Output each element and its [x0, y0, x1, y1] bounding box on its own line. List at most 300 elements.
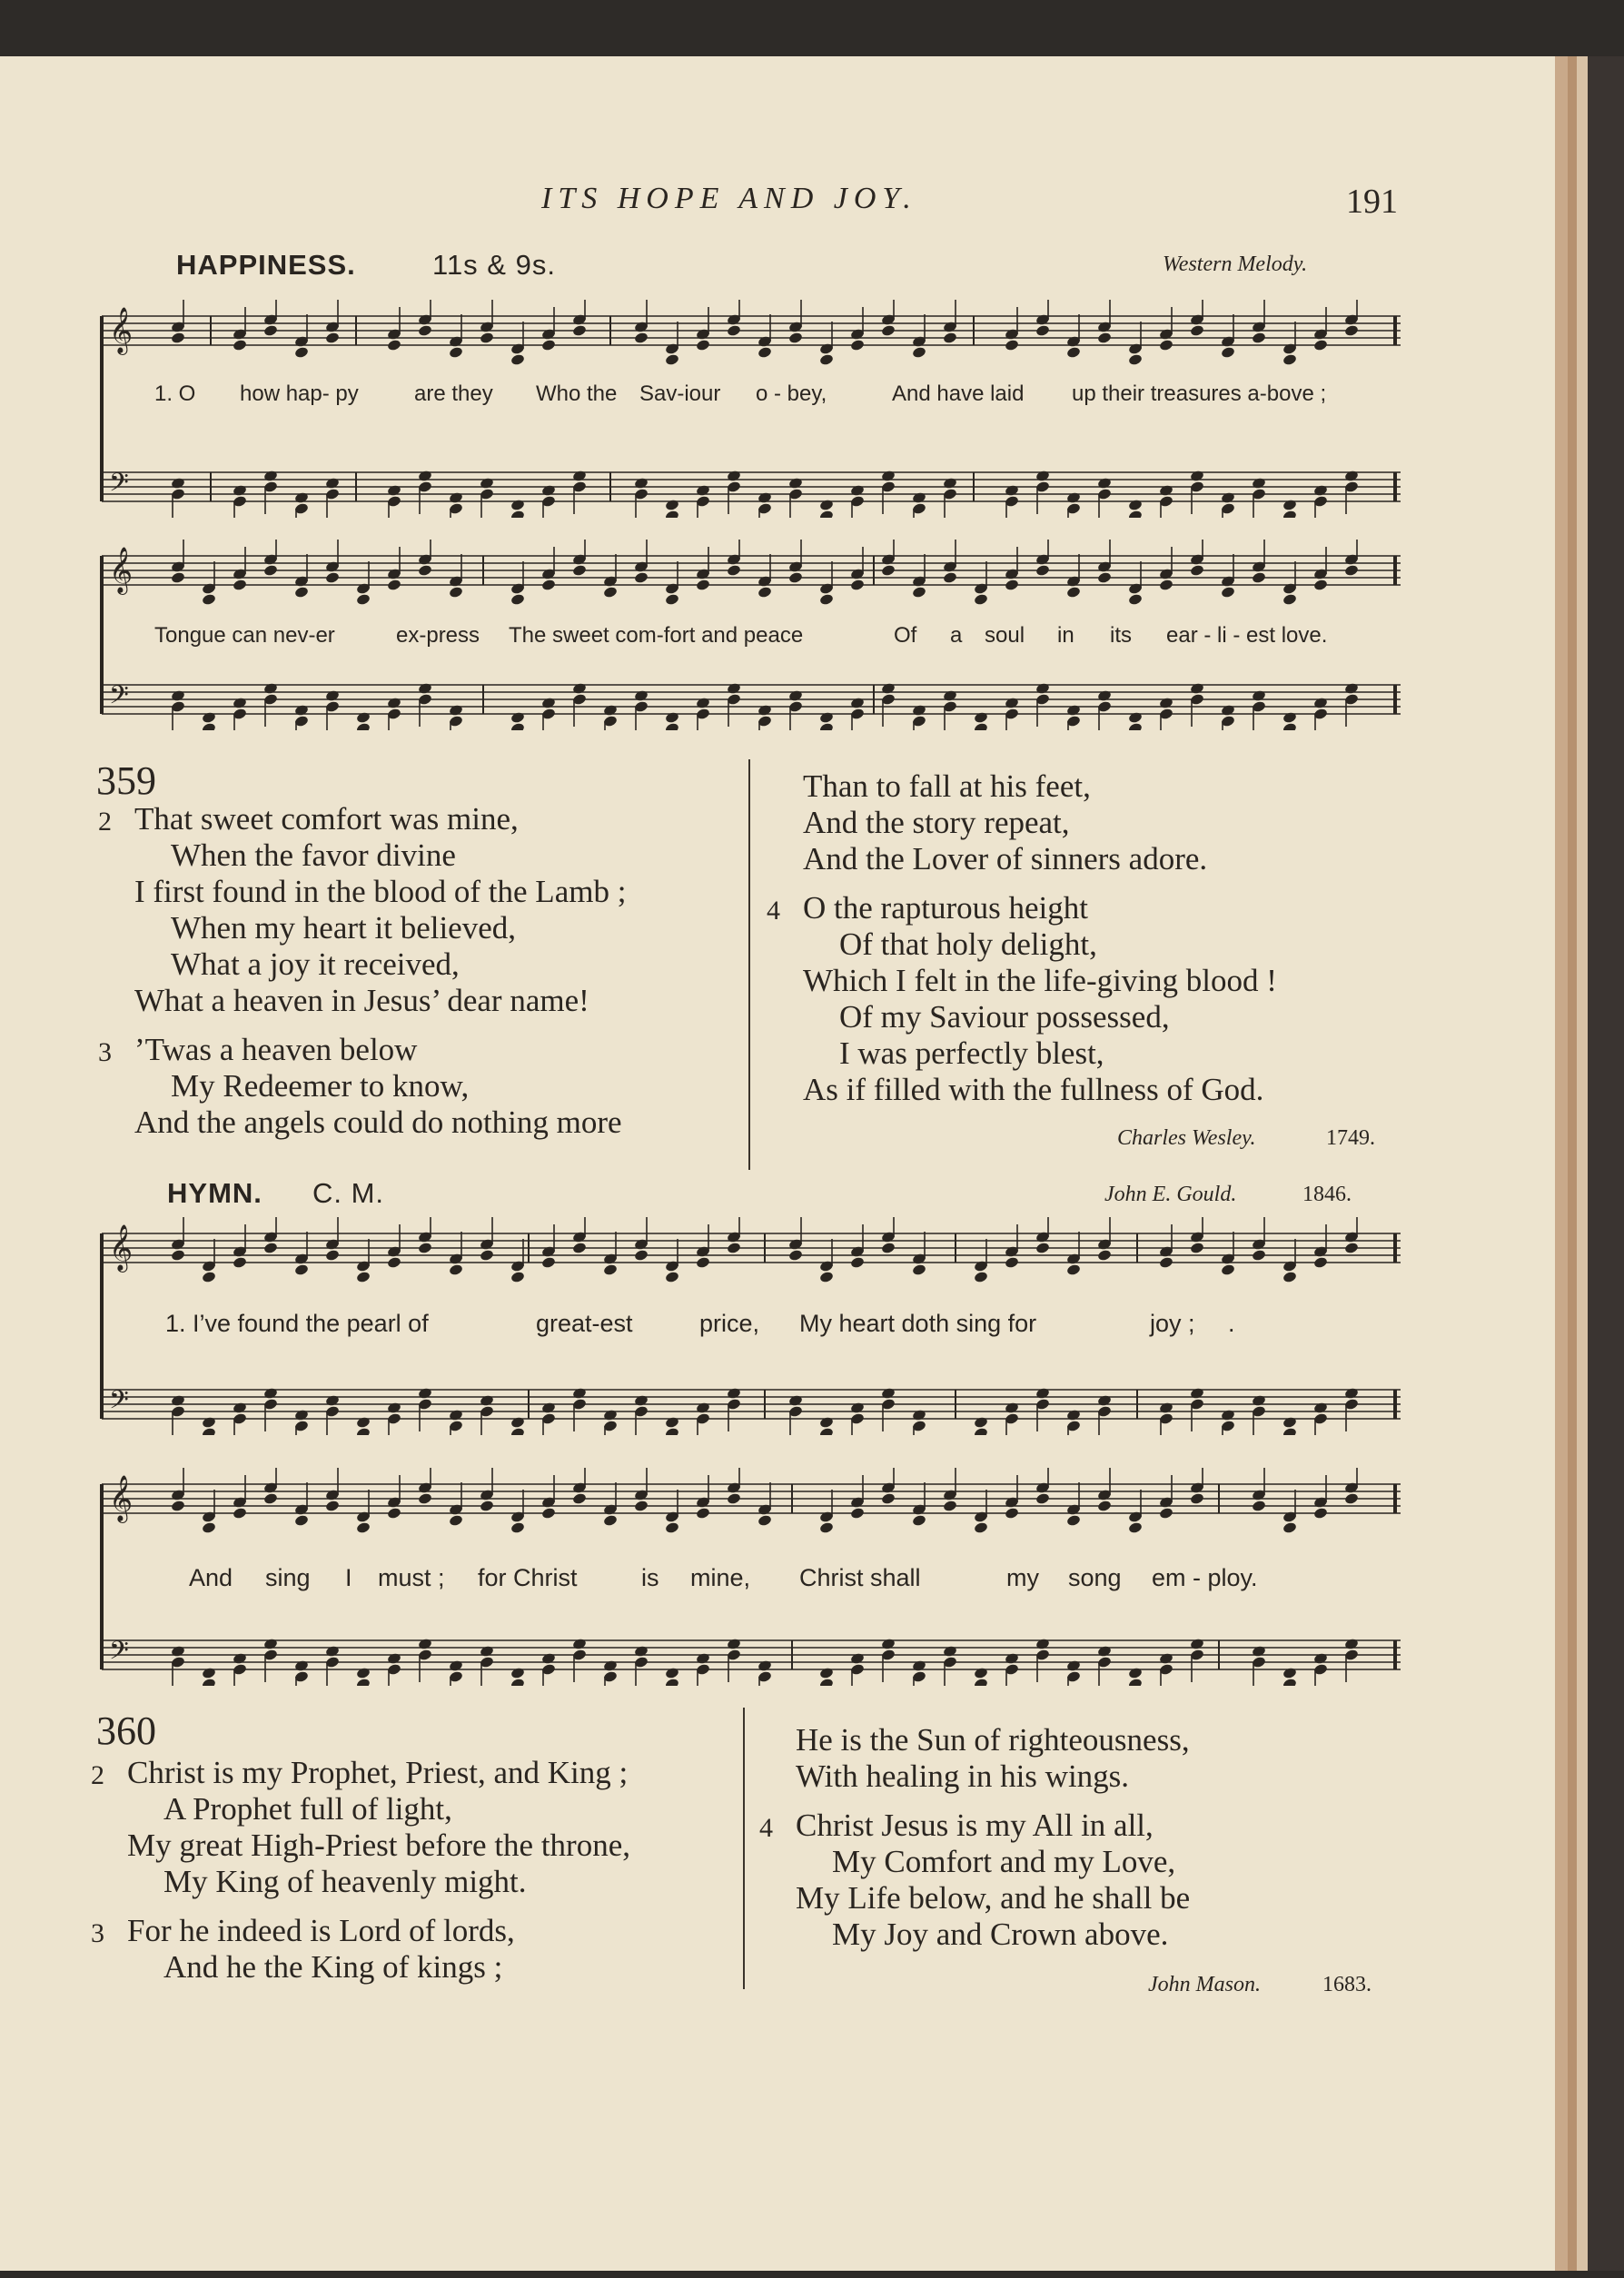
- verse-line: Of that holy delight,: [839, 926, 1097, 962]
- note-head: [263, 470, 279, 482]
- note-head: [1005, 1256, 1020, 1269]
- note-head: [1066, 346, 1082, 359]
- lyric-syllable: in: [1057, 623, 1074, 648]
- running-header: ITS HOPE AND JOY.: [541, 182, 917, 215]
- note-head: [727, 1387, 742, 1400]
- note-head: [1313, 1652, 1329, 1665]
- note-head: [387, 484, 402, 497]
- note-head: [727, 470, 742, 482]
- note-head: [1128, 353, 1144, 366]
- note-head: [510, 593, 526, 606]
- note-head: [1097, 1394, 1113, 1407]
- note-head: [1066, 1409, 1082, 1421]
- note-head: [819, 1271, 835, 1283]
- note-head: [696, 1401, 711, 1414]
- tune-name: HYMN.: [167, 1177, 262, 1209]
- note-head: [233, 484, 248, 497]
- note-head: [1221, 1409, 1236, 1421]
- note-head: [572, 1387, 588, 1400]
- note-head: [418, 470, 433, 482]
- note-head: [325, 1394, 341, 1407]
- note-head: [1344, 324, 1360, 337]
- note-head: [356, 1416, 371, 1429]
- note-head: [572, 1638, 588, 1650]
- verse-line: Which I felt in the life-giving blood !: [803, 963, 1277, 998]
- composer-year: 1846.: [1302, 1183, 1352, 1206]
- note-head: [1282, 1521, 1298, 1534]
- note-head: [758, 491, 773, 504]
- verse-number: 3: [98, 1037, 112, 1067]
- note-head: [819, 593, 835, 606]
- treble-clef: 𝄞: [109, 307, 134, 353]
- note-head: [943, 571, 958, 584]
- lyric-syllable: 1. I’ve found the pearl of: [165, 1310, 429, 1337]
- note-head: [758, 346, 773, 359]
- note-head: [1282, 1416, 1298, 1429]
- note-head: [1190, 470, 1205, 482]
- note-head: [294, 704, 310, 717]
- note-head: [1066, 586, 1082, 599]
- verse-line: ’Twas a heaven below: [134, 1032, 418, 1067]
- note-head: [974, 1416, 989, 1429]
- note-head: [603, 1659, 619, 1672]
- note-head: [850, 1652, 866, 1665]
- column-divider: [748, 759, 750, 1170]
- note-head: [1066, 1263, 1082, 1276]
- lyric-syllable: 1. O: [154, 381, 196, 406]
- note-head: [510, 1667, 526, 1679]
- note-head: [1097, 1249, 1113, 1262]
- note-head: [480, 1249, 495, 1262]
- note-head: [202, 1667, 217, 1679]
- note-head: [202, 1271, 217, 1283]
- note-head: [1005, 484, 1020, 497]
- verse-line: For he indeed is Lord of lords,: [127, 1913, 515, 1948]
- lyric-syllable: Tongue can nev-er: [154, 623, 335, 648]
- note-head: [356, 1667, 371, 1679]
- verse-line: My Life below, and he shall be: [796, 1880, 1191, 1916]
- note-head: [850, 484, 866, 497]
- note-head: [171, 571, 186, 584]
- lyric-syllable: great-est: [536, 1310, 633, 1337]
- note-head: [294, 1409, 310, 1421]
- note-head: [1035, 470, 1051, 482]
- verse-line: My Joy and Crown above.: [832, 1916, 1169, 1952]
- note-head: [819, 711, 835, 724]
- note-head: [541, 339, 557, 352]
- note-head: [634, 477, 649, 490]
- verse-line: My Redeemer to know,: [171, 1068, 470, 1104]
- note-head: [665, 593, 680, 606]
- note-head: [1252, 1645, 1267, 1658]
- note-head: [850, 697, 866, 709]
- note-head: [572, 1492, 588, 1505]
- note-head: [1097, 332, 1113, 344]
- note-head: [1190, 1638, 1205, 1650]
- page-edge: [1555, 56, 1568, 2271]
- note-head: [1190, 564, 1205, 577]
- note-head: [1313, 339, 1329, 352]
- note-head: [202, 1416, 217, 1429]
- author-signature: Charles Wesley.: [1117, 1126, 1256, 1150]
- note-head: [1190, 1242, 1205, 1254]
- lyric-syllable: sing: [265, 1564, 311, 1591]
- note-head: [696, 484, 711, 497]
- note-head: [1221, 704, 1236, 717]
- tune-meter: 11s & 9s.: [432, 249, 556, 281]
- note-head: [510, 711, 526, 724]
- note-head: [480, 332, 495, 344]
- note-head: [449, 346, 464, 359]
- note-head: [387, 1256, 402, 1269]
- note-head: [665, 1521, 680, 1534]
- note-head: [418, 564, 433, 577]
- note-head: [233, 1401, 248, 1414]
- note-head: [1344, 1638, 1360, 1650]
- note-head: [510, 1271, 526, 1283]
- verse-line: And the story repeat,: [803, 805, 1070, 840]
- note-head: [634, 571, 649, 584]
- bass-clef: 𝄢: [109, 1385, 129, 1421]
- column-divider: [743, 1708, 745, 1989]
- lyric-syllable: my: [1006, 1564, 1039, 1591]
- note-head: [356, 593, 371, 606]
- note-head: [541, 579, 557, 591]
- note-head: [1097, 571, 1113, 584]
- note-head: [294, 1514, 310, 1527]
- note-head: [912, 704, 927, 717]
- note-head: [1190, 1492, 1205, 1505]
- note-head: [603, 1514, 619, 1527]
- note-head: [449, 586, 464, 599]
- verse-line: What a joy it received,: [171, 946, 460, 982]
- note-head: [1282, 353, 1298, 366]
- note-head: [325, 1645, 341, 1658]
- note-head: [758, 586, 773, 599]
- note-head: [1066, 491, 1082, 504]
- lyric-syllable: how hap- py: [240, 381, 359, 406]
- note-head: [1128, 1521, 1144, 1534]
- note-head: [1313, 1401, 1329, 1414]
- note-head: [974, 1521, 989, 1534]
- note-head: [1282, 593, 1298, 606]
- verse-line: My Comfort and my Love,: [832, 1844, 1176, 1879]
- note-head: [665, 1271, 680, 1283]
- lyric-syllable: price,: [699, 1310, 760, 1337]
- note-head: [449, 1263, 464, 1276]
- lyric-syllable: mine,: [690, 1564, 751, 1591]
- note-head: [325, 332, 341, 344]
- lyric-syllable: Christ shall: [799, 1564, 921, 1591]
- note-head: [850, 1401, 866, 1414]
- lyric-syllable: ex-press: [396, 623, 480, 648]
- verse-line: He is the Sun of righteousness,: [796, 1722, 1190, 1758]
- note-head: [1097, 477, 1113, 490]
- lyric-syllable: Of: [894, 623, 917, 648]
- note-head: [418, 1387, 433, 1400]
- note-head: [850, 1256, 866, 1269]
- note-head: [418, 682, 433, 695]
- tune-composer: John E. Gould.: [1104, 1183, 1237, 1206]
- note-head: [510, 1416, 526, 1429]
- note-head: [233, 1507, 248, 1520]
- verse-line: I was perfectly blest,: [839, 1035, 1104, 1071]
- note-head: [1190, 682, 1205, 695]
- note-head: [294, 346, 310, 359]
- note-head: [171, 1645, 186, 1658]
- note-head: [696, 339, 711, 352]
- note-head: [819, 353, 835, 366]
- note-head: [356, 1521, 371, 1534]
- note-head: [603, 1409, 619, 1421]
- note-head: [233, 339, 248, 352]
- note-head: [480, 1500, 495, 1512]
- note-head: [1282, 499, 1298, 511]
- author-year: 1749.: [1326, 1126, 1375, 1150]
- note-head: [387, 579, 402, 591]
- note-head: [1252, 1249, 1267, 1262]
- note-head: [1066, 1659, 1082, 1672]
- note-head: [634, 689, 649, 702]
- note-head: [974, 711, 989, 724]
- note-head: [1005, 579, 1020, 591]
- note-head: [912, 346, 927, 359]
- note-head: [387, 1652, 402, 1665]
- verse-line: Christ Jesus is my All in all,: [796, 1808, 1154, 1843]
- treble-clef: 𝄞: [109, 1475, 134, 1521]
- note-head: [541, 1401, 557, 1414]
- note-head: [449, 1409, 464, 1421]
- note-head: [665, 711, 680, 724]
- author-signature: John Mason.: [1148, 1973, 1261, 1996]
- note-head: [1005, 1507, 1020, 1520]
- note-head: [1344, 1492, 1360, 1505]
- lyric-syllable: The sweet com-fort and peace: [509, 623, 804, 648]
- lyric-syllable: ear - li - est love.: [1166, 623, 1328, 648]
- lyric-syllable: Who the: [536, 381, 618, 406]
- lyric-syllable: Sav-iour: [639, 381, 721, 406]
- note-head: [1159, 579, 1174, 591]
- note-head: [1128, 711, 1144, 724]
- note-head: [1005, 1401, 1020, 1414]
- note-head: [1035, 564, 1051, 577]
- verse-line: When the favor divine: [171, 837, 456, 873]
- note-head: [1282, 1271, 1298, 1283]
- verse-line: And the Lover of sinners adore.: [803, 841, 1208, 877]
- note-head: [233, 579, 248, 591]
- note-head: [1313, 484, 1329, 497]
- note-head: [325, 571, 341, 584]
- verse-line: A Prophet full of light,: [163, 1791, 452, 1827]
- book-cover-edge: [1588, 56, 1624, 2271]
- note-head: [1128, 593, 1144, 606]
- lyric-syllable: are they: [414, 381, 493, 406]
- note-head: [788, 332, 804, 344]
- note-head: [263, 1638, 279, 1650]
- note-head: [1221, 346, 1236, 359]
- note-head: [1005, 697, 1020, 709]
- note-head: [171, 1500, 186, 1512]
- note-head: [510, 499, 526, 511]
- note-head: [1221, 1263, 1236, 1276]
- note-head: [1252, 1394, 1267, 1407]
- note-head: [541, 1652, 557, 1665]
- note-head: [171, 477, 186, 490]
- note-head: [480, 1394, 495, 1407]
- note-head: [171, 689, 186, 702]
- music-system: [96, 300, 1404, 518]
- note-head: [1313, 579, 1329, 591]
- note-head: [819, 1416, 835, 1429]
- note-head: [294, 586, 310, 599]
- note-head: [974, 1667, 989, 1679]
- page-number: 191: [1346, 183, 1398, 221]
- note-head: [418, 1492, 433, 1505]
- hymn-number: 360: [96, 1708, 156, 1753]
- note-head: [603, 1263, 619, 1276]
- note-head: [912, 1514, 927, 1527]
- note-head: [1128, 1667, 1144, 1679]
- note-head: [912, 1659, 927, 1672]
- note-head: [418, 1242, 433, 1254]
- note-head: [727, 1638, 742, 1650]
- note-head: [325, 689, 341, 702]
- note-head: [974, 593, 989, 606]
- note-head: [850, 1507, 866, 1520]
- note-head: [881, 470, 896, 482]
- note-head: [1221, 586, 1236, 599]
- verse-line: That sweet comfort was mine,: [134, 801, 519, 837]
- note-head: [572, 1242, 588, 1254]
- note-head: [263, 1387, 279, 1400]
- note-head: [788, 1394, 804, 1407]
- note-head: [665, 499, 680, 511]
- note-head: [1159, 1507, 1174, 1520]
- page-edge: [1568, 56, 1577, 2271]
- note-head: [387, 339, 402, 352]
- bass-clef: 𝄢: [109, 680, 129, 717]
- note-head: [727, 564, 742, 577]
- note-head: [1159, 1401, 1174, 1414]
- note-head: [263, 564, 279, 577]
- note-head: [171, 1394, 186, 1407]
- verse-line: With healing in his wings.: [796, 1758, 1130, 1794]
- note-head: [572, 470, 588, 482]
- note-head: [912, 1409, 927, 1421]
- note-head: [325, 477, 341, 490]
- note-head: [202, 593, 217, 606]
- note-head: [541, 1256, 557, 1269]
- page-edge: [1577, 56, 1588, 2271]
- note-head: [294, 491, 310, 504]
- note-head: [1344, 1387, 1360, 1400]
- treble-clef: 𝄞: [109, 1224, 134, 1271]
- note-head: [1128, 499, 1144, 511]
- note-head: [819, 1667, 835, 1679]
- tune-name: HAPPINESS.: [176, 249, 356, 281]
- verse-line: I first found in the blood of the Lamb ;: [134, 874, 627, 909]
- note-head: [1097, 1500, 1113, 1512]
- note-head: [1252, 477, 1267, 490]
- verse-line: My King of heavenly might.: [163, 1864, 527, 1899]
- note-head: [449, 1659, 464, 1672]
- note-head: [1159, 1256, 1174, 1269]
- verse-line: And he the King of kings ;: [163, 1949, 503, 1985]
- note-head: [881, 682, 896, 695]
- note-head: [449, 704, 464, 717]
- note-head: [1344, 470, 1360, 482]
- note-head: [850, 579, 866, 591]
- note-head: [202, 711, 217, 724]
- note-head: [881, 1242, 896, 1254]
- note-head: [1344, 1242, 1360, 1254]
- note-head: [788, 477, 804, 490]
- note-head: [788, 689, 804, 702]
- note-head: [727, 324, 742, 337]
- note-head: [696, 697, 711, 709]
- bass-clef: 𝄢: [109, 1636, 129, 1672]
- note-head: [912, 491, 927, 504]
- note-head: [449, 491, 464, 504]
- note-head: [1282, 711, 1298, 724]
- note-head: [1035, 1638, 1051, 1650]
- verse-line: O the rapturous height: [803, 890, 1088, 926]
- tune-meter: C. M.: [312, 1177, 385, 1209]
- note-head: [171, 1249, 186, 1262]
- note-head: [294, 1659, 310, 1672]
- note-head: [1159, 484, 1174, 497]
- note-head: [943, 1500, 958, 1512]
- lyric-syllable: its: [1110, 623, 1132, 648]
- note-head: [943, 1645, 958, 1658]
- note-head: [696, 579, 711, 591]
- lyric-syllable: a: [950, 623, 963, 648]
- note-head: [634, 1394, 649, 1407]
- note-head: [1313, 1256, 1329, 1269]
- verse-line: Christ is my Prophet, Priest, and King ;: [127, 1755, 629, 1790]
- note-head: [696, 1256, 711, 1269]
- note-head: [758, 704, 773, 717]
- note-head: [418, 1638, 433, 1650]
- verse-number: 4: [767, 896, 780, 926]
- note-head: [572, 682, 588, 695]
- verse-number: 3: [91, 1918, 104, 1948]
- verse-line: And the angels could do nothing more: [134, 1104, 622, 1140]
- note-head: [634, 1500, 649, 1512]
- note-head: [881, 1492, 896, 1505]
- note-head: [1066, 704, 1082, 717]
- note-head: [758, 1659, 773, 1672]
- note-head: [233, 1652, 248, 1665]
- note-head: [881, 564, 896, 577]
- note-head: [387, 1401, 402, 1414]
- note-head: [1252, 332, 1267, 344]
- note-head: [1190, 1387, 1205, 1400]
- note-head: [850, 339, 866, 352]
- note-head: [233, 1256, 248, 1269]
- note-head: [263, 1492, 279, 1505]
- note-head: [974, 1271, 989, 1283]
- note-head: [572, 564, 588, 577]
- note-head: [788, 571, 804, 584]
- note-head: [634, 1645, 649, 1658]
- note-head: [1313, 697, 1329, 709]
- note-head: [1313, 1507, 1329, 1520]
- note-head: [603, 704, 619, 717]
- note-head: [1035, 324, 1051, 337]
- note-head: [881, 324, 896, 337]
- lyric-syllable: must ;: [378, 1564, 445, 1591]
